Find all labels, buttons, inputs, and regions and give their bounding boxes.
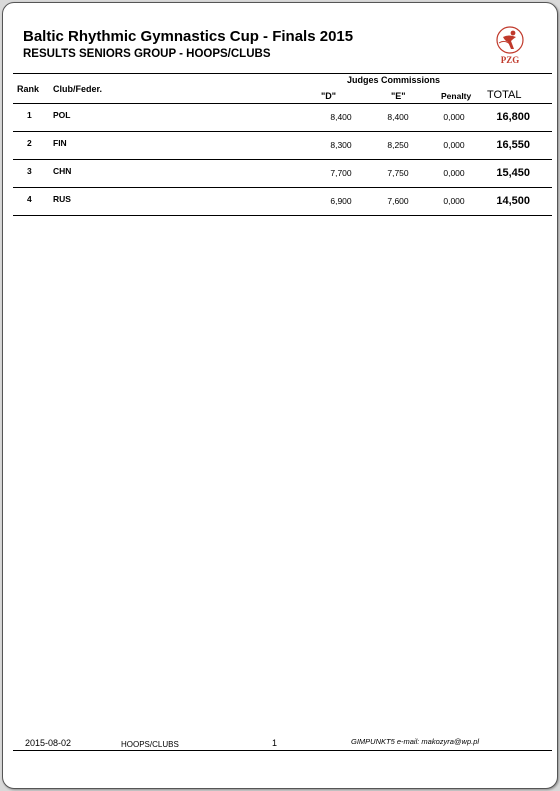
footer-category: HOOPS/CLUBS [121,740,179,749]
club-cell: POL [53,110,71,120]
d-score-cell: 6,900 [330,196,352,206]
rank-cell: 3 [27,166,32,176]
e-score-cell: 8,250 [387,140,409,150]
penalty-cell: 0,000 [443,168,465,178]
e-score-cell: 7,750 [387,168,409,178]
col-club-header: Club/Feder. [53,84,103,94]
logo-text: PZG [500,55,520,65]
col-d-header: "D" [321,91,337,101]
gymnast-logo-icon [489,23,531,57]
footer-rule [13,750,552,751]
table-top-rule [13,73,552,74]
rank-cell: 1 [27,110,32,120]
col-e-header: "E" [391,91,406,101]
total-cell: 14,500 [496,195,530,207]
d-score-cell: 8,300 [330,140,352,150]
club-cell: CHN [53,166,72,176]
row-divider [13,131,552,132]
footer-credit: GIMPUNKT5 e-mail: makozyra@wp.pl [351,737,480,746]
table-bottom-rule [13,215,552,216]
row-divider [13,187,552,188]
total-cell: 15,450 [496,167,530,179]
row-divider [13,159,552,160]
col-rank-header: Rank [17,84,40,94]
d-score-cell: 8,400 [330,112,352,122]
judges-group-header: Judges Commissions [347,75,441,85]
club-cell: RUS [53,194,71,204]
e-score-cell: 8,400 [387,112,409,122]
results-page [2,2,558,789]
col-total-header: TOTAL [487,89,522,101]
rank-cell: 4 [27,194,32,204]
pzg-logo [489,23,531,67]
e-score-cell: 7,600 [387,196,409,206]
rank-cell: 2 [27,138,32,148]
table-header-rule [13,103,552,104]
total-cell: 16,550 [496,139,530,151]
page-title: Baltic Rhythmic Gymnastics Cup - Finals 2015 [23,28,354,45]
col-penalty-header: Penalty [441,91,472,101]
footer-date: 2015-08-02 [25,738,72,748]
club-cell: FIN [53,138,67,148]
footer-page-number: 1 [272,738,278,748]
total-cell: 16,800 [496,111,530,123]
penalty-cell: 0,000 [443,112,465,122]
penalty-cell: 0,000 [443,140,465,150]
page-subtitle: RESULTS SENIORS GROUP - HOOPS/CLUBS [23,48,271,60]
d-score-cell: 7,700 [330,168,352,178]
penalty-cell: 0,000 [443,196,465,206]
